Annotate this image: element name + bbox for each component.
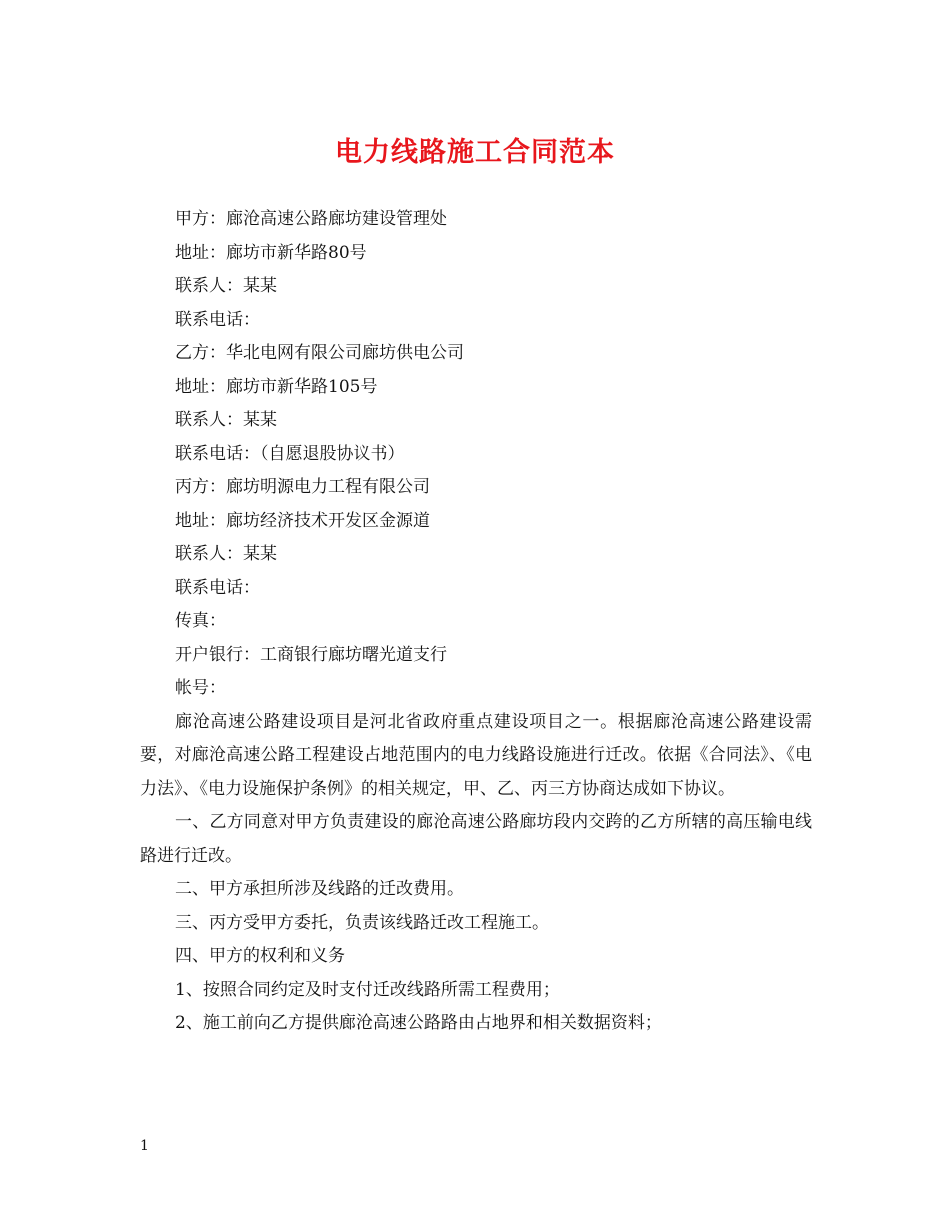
paragraph-clause-3: 三、丙方受甲方委托，负责该线路迁改工程施工。 bbox=[175, 912, 549, 933]
party-b-contact: 联系人：某某 bbox=[175, 410, 277, 430]
paragraph-intro: 廊沧高速公路建设项目是河北省政府重点建设项目之一。根据廊沧高速公路建设需要，对廊沧高速公路工程建设占地范围内的电力线路设施进行迁改。依据《合同法》、《电力法》、《电力设施保护条例》的相关规定，甲、乙、丙三方协商达成如下协议。 bbox=[140, 711, 812, 799]
paragraph-item-2: 2、施工前向乙方提供廊沧高速公路路由占地界和相关数据资料； bbox=[175, 1013, 662, 1033]
paragraph-item-1: 1、按照合同约定及时支付迁改线路所需工程费用； bbox=[175, 979, 560, 1000]
party-a-contact: 联系人：某某 bbox=[175, 276, 277, 296]
party-c-account: 帐号： bbox=[175, 678, 226, 698]
paragraph-clause-2: 二、甲方承担所涉及线路的迁改费用。 bbox=[175, 879, 464, 899]
party-b-address: 地址：廊坊市新华路105号 bbox=[175, 376, 378, 397]
party-c-phone: 联系电话： bbox=[175, 577, 260, 598]
page-number: 1 bbox=[140, 1138, 149, 1154]
party-b-name: 乙方：华北电网有限公司廊坊供电公司 bbox=[175, 343, 464, 363]
document-title: 电力线路施工合同范本 bbox=[335, 137, 615, 168]
party-c-name: 丙方：廊坊明源电力工程有限公司 bbox=[175, 477, 430, 497]
party-a-address: 地址：廊坊市新华路80号 bbox=[175, 242, 367, 263]
party-c-fax: 传真： bbox=[175, 611, 226, 631]
paragraph-clause-1: 一、乙方同意对甲方负责建设的廊沧高速公路廊坊段内交跨的乙方所辖的高压输电线路进行迁改。 bbox=[140, 812, 812, 866]
party-a-phone: 联系电话： bbox=[175, 309, 260, 330]
party-c-address: 地址：廊坊经济技术开发区金源道 bbox=[175, 510, 430, 531]
party-c-contact: 联系人：某某 bbox=[175, 544, 277, 564]
paragraph-clause-4: 四、甲方的权利和义务 bbox=[175, 946, 345, 966]
party-a-name: 甲方：廊沧高速公路廊坊建设管理处 bbox=[175, 209, 447, 229]
party-b-phone: 联系电话：（自愿退股协议书） bbox=[175, 443, 405, 464]
document-body bbox=[140, 203, 812, 1041]
party-c-bank: 开户银行：工商银行廊坊曙光道支行 bbox=[175, 644, 447, 665]
